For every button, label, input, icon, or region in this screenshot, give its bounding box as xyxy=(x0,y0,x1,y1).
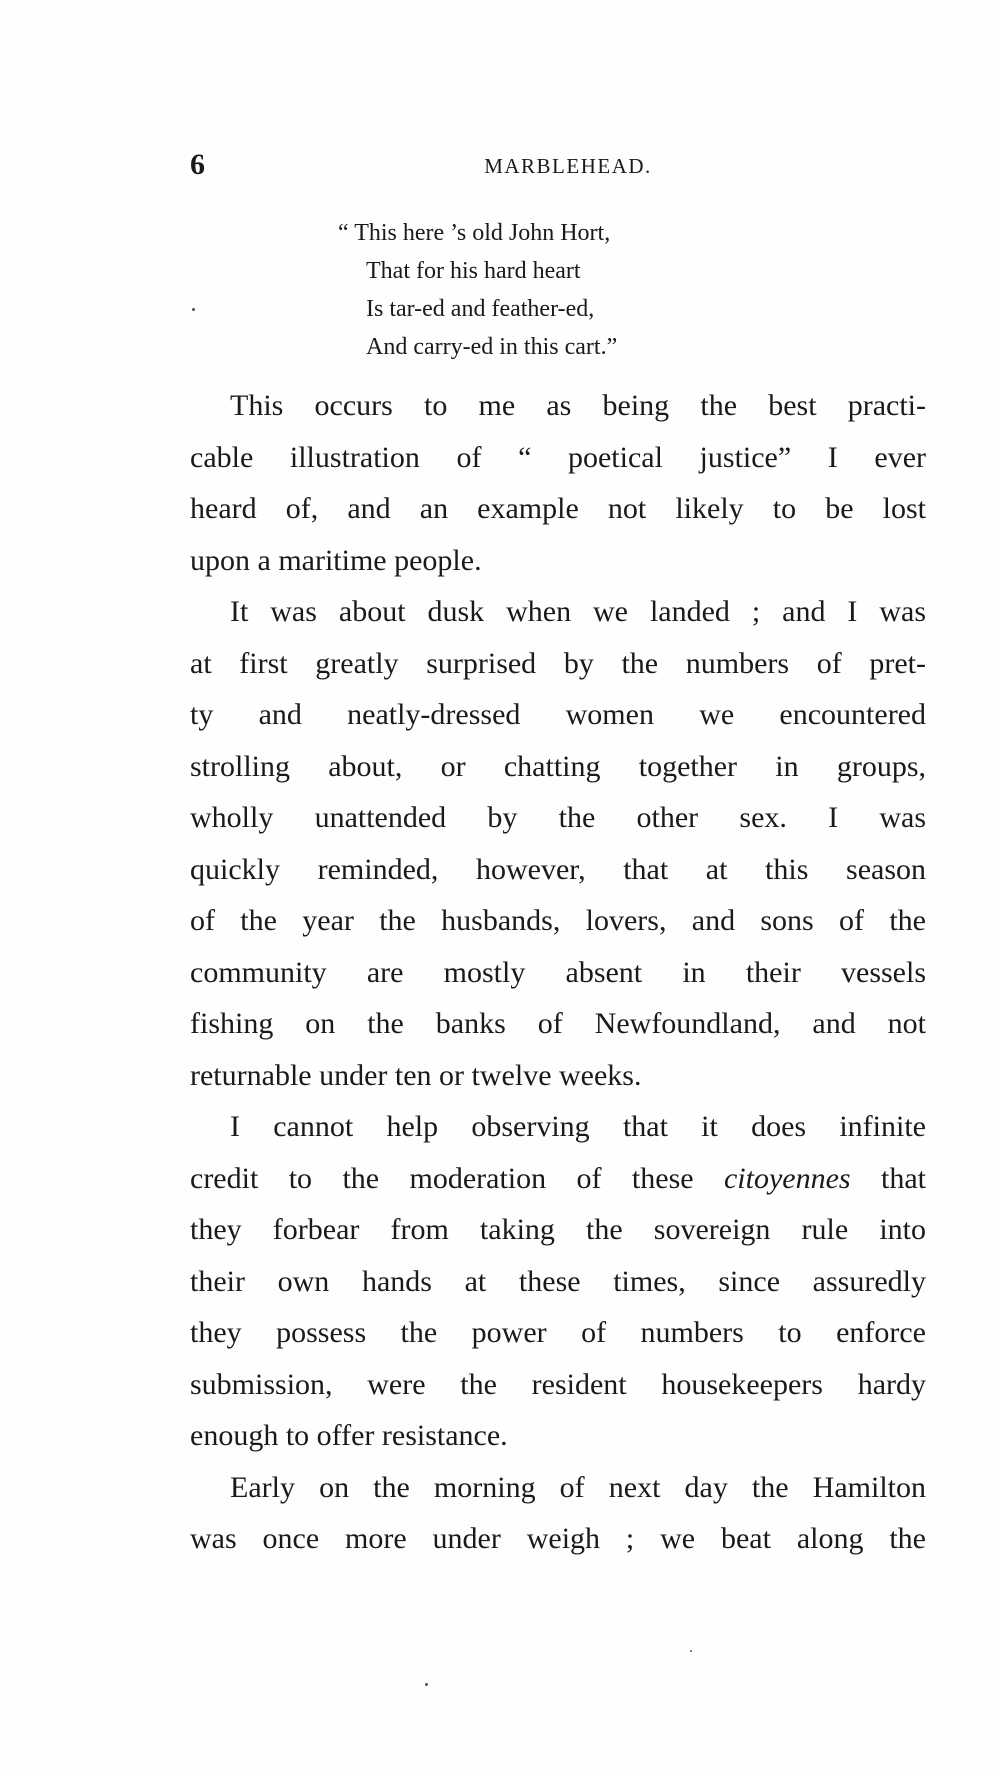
paragraph-3 xyxy=(190,1101,926,1462)
text-line: heard of, and an example not likely to be lost xyxy=(190,492,926,525)
verse-line: Is tar-ed and feather-ed, xyxy=(366,296,595,322)
verse-line: And carry-ed in this cart.” xyxy=(366,334,618,360)
text-line: wholly unattended by the other sex. I was xyxy=(190,801,926,834)
text-line: It was about dusk when we landed ; and I was xyxy=(230,595,926,628)
text-line: ty and neatly-dressed women we encountered xyxy=(190,698,926,731)
text-line: submission, were the resident housekeepers hardy xyxy=(190,1367,926,1401)
text-line: community are mostly absent in their vessels xyxy=(190,955,926,989)
text-line: cable illustration of “ poetical justice” I ever xyxy=(190,440,926,474)
text-line: they forbear from taking the sovereign rule into xyxy=(190,1213,926,1246)
body-text xyxy=(190,380,926,1565)
text-line: was once more under weigh ; we beat along the xyxy=(190,1522,926,1555)
text-line: fishing on the banks of Newfoundland, and not xyxy=(190,1007,926,1040)
text-line: I cannot help observing that it does infinite xyxy=(230,1110,926,1143)
text-line: Early on the morning of next day the Hamilton xyxy=(230,1470,926,1504)
text-line-with-italic xyxy=(190,1153,926,1205)
text-segment: that xyxy=(850,1161,926,1195)
verse-line: That for his hard heart xyxy=(366,258,581,284)
text-line: they possess the power of numbers to enforce xyxy=(190,1316,926,1349)
paper-speck xyxy=(690,1650,692,1652)
paragraph-2 xyxy=(190,586,926,1101)
text-line: their own hands at these times, since assuredly xyxy=(190,1264,926,1298)
running-head xyxy=(190,148,926,188)
text-line: This occurs to me as being the best practi- xyxy=(230,389,926,422)
page-number: 6 xyxy=(190,148,205,181)
paper-speck xyxy=(425,1683,428,1686)
italic-word: citoyennes xyxy=(723,1161,851,1195)
paragraph-1 xyxy=(190,380,926,586)
verse-epitaph xyxy=(338,214,758,366)
text-segment: credit to the moderation of these xyxy=(190,1161,724,1195)
text-line: at first greatly surprised by the numbers of pret- xyxy=(190,646,926,680)
paragraph-4 xyxy=(190,1462,926,1565)
text-line: enough to offer resistance. xyxy=(190,1419,508,1452)
text-line: strolling about, or chatting together in groups, xyxy=(190,749,926,783)
paper-speck xyxy=(192,308,195,311)
verse-line: “ This here ’s old John Hort, xyxy=(338,220,611,246)
text-line: returnable under ten or twelve weeks. xyxy=(190,1058,642,1092)
running-title: MARBLEHEAD. xyxy=(484,154,652,178)
text-line: of the year the husbands, lovers, and sons of the xyxy=(190,904,926,937)
text-line: quickly reminded, however, that at this season xyxy=(190,852,926,886)
text-line: upon a maritime people. xyxy=(190,543,482,577)
